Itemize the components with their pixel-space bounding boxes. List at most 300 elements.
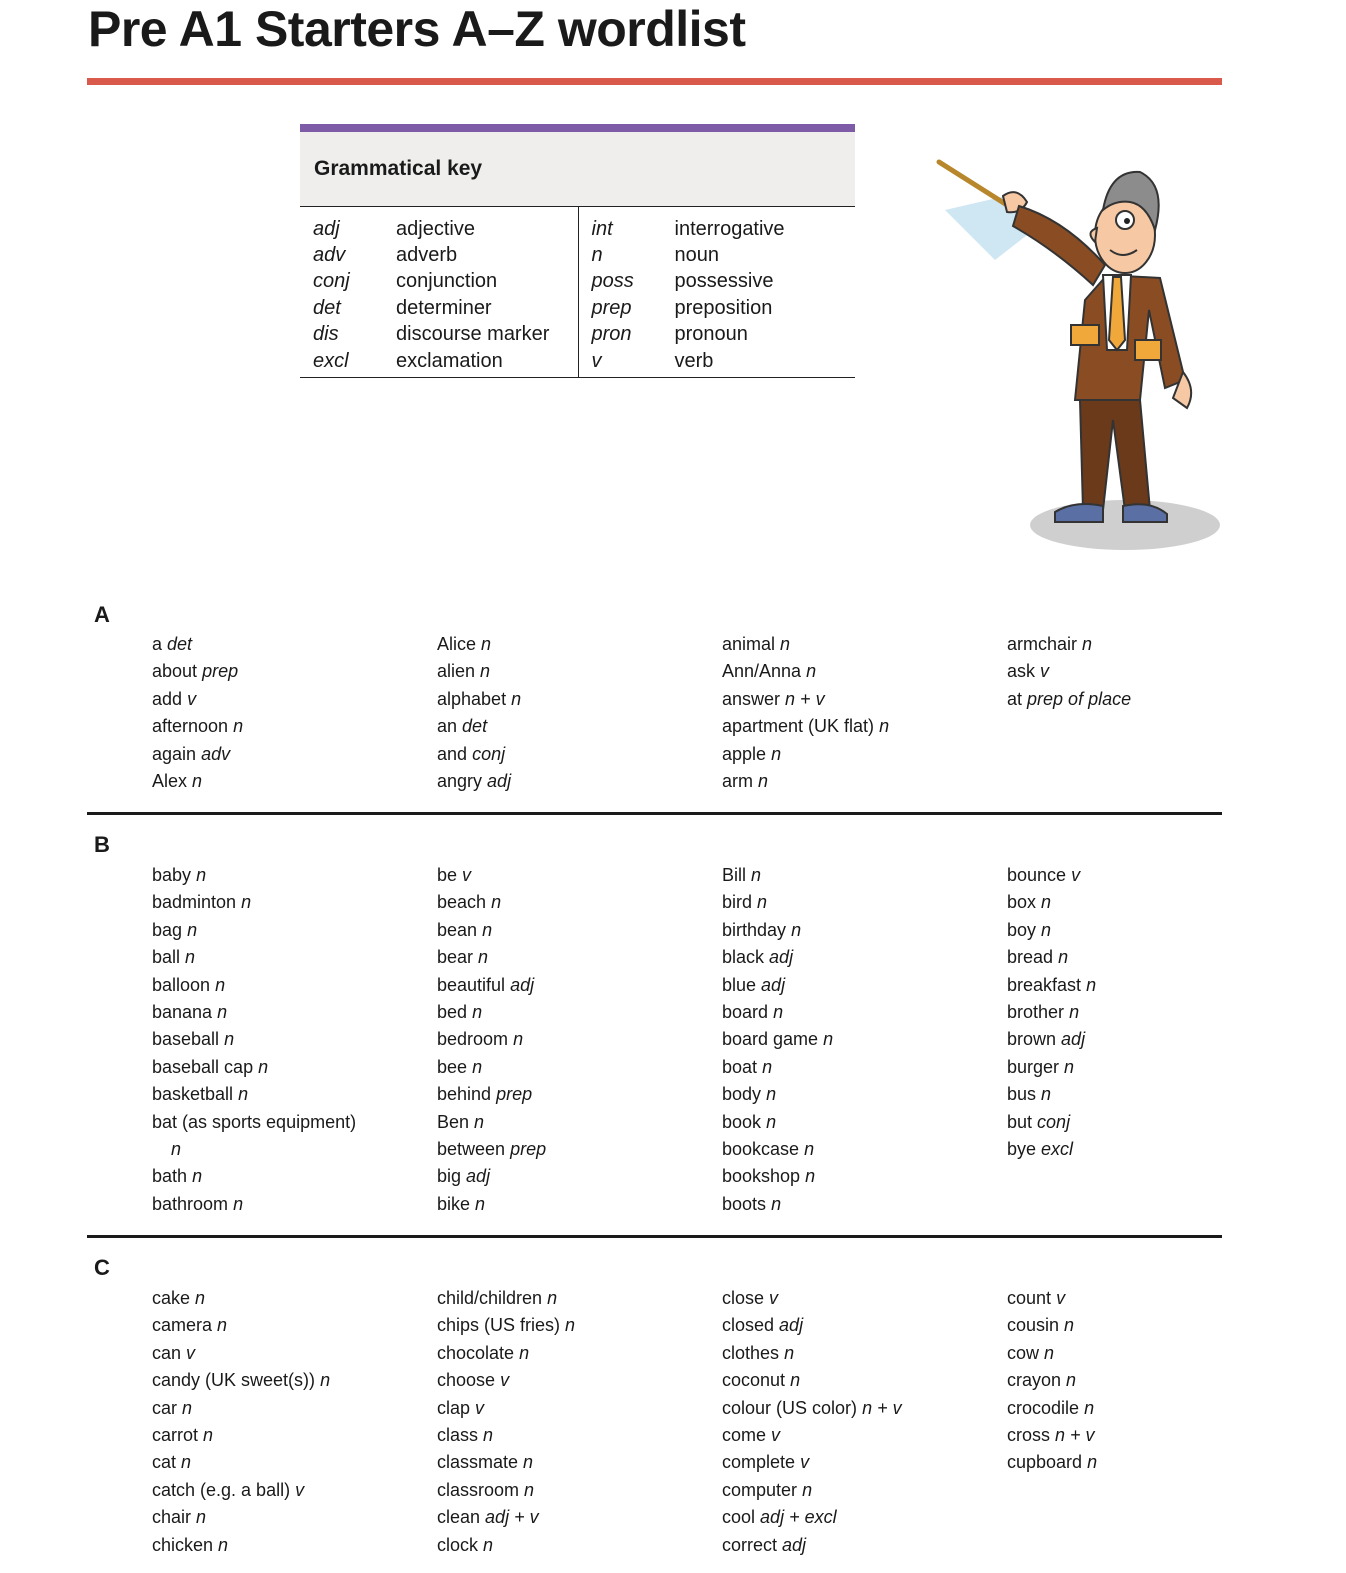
part-of-speech: n [823,1029,834,1050]
word-column [1007,862,1292,1218]
word-entry [722,1477,1007,1504]
word-text: cow [1007,1342,1040,1363]
word-text: choose [437,1370,496,1391]
part-of-speech: n [771,743,782,764]
word-entry [437,1163,722,1190]
key-meaning: discourse marker [396,323,550,346]
word-column [152,1285,437,1559]
word-entry [152,1449,437,1476]
word-entry [1007,631,1292,658]
word-entry [437,1191,722,1218]
word-text: closed [722,1315,775,1336]
part-of-speech: n [187,919,198,940]
part-of-speech: n [196,1507,207,1528]
word-entry [437,1504,722,1531]
word-text: crayon [1007,1370,1062,1391]
word-text: beach [437,892,487,913]
word-entry [1007,889,1292,916]
part-of-speech: n [217,1315,228,1336]
word-entry [437,972,722,999]
word-entry [152,1136,437,1163]
word-entry [722,944,1007,971]
word-entry [152,999,437,1026]
key-meaning: adverb [396,244,458,267]
word-entry [722,1422,1007,1449]
part-of-speech: n [1041,1084,1052,1105]
word-entry [152,1285,437,1312]
word-entry [1007,1367,1292,1394]
word-text: Alex [152,770,188,791]
part-of-speech: n [762,1056,773,1077]
word-entry [437,917,722,944]
word-text: alphabet [437,688,507,709]
word-text: cake [152,1288,191,1308]
part-of-speech: n [1041,892,1052,913]
word-text: bookcase [722,1138,800,1159]
part-of-speech: n [1064,1056,1075,1077]
word-entry [722,686,1007,713]
word-text: count [1007,1288,1052,1308]
word-text: chicken [152,1534,214,1555]
word-entry [722,1367,1007,1394]
key-row [313,322,578,348]
part-of-speech: adv [201,743,231,764]
word-entry [152,1532,437,1559]
word-text: candy (UK sweet(s)) [152,1370,316,1391]
word-text: cat [152,1452,177,1473]
key-meaning: possessive [674,270,774,293]
key-row [592,295,856,321]
word-entry [152,917,437,944]
word-column [1007,1285,1292,1559]
word-entry [1007,1395,1292,1422]
part-of-speech: n [773,1001,784,1022]
word-text: about [152,661,198,682]
word-entry [1007,1422,1292,1449]
word-text: bounce [1007,865,1067,885]
word-entry [437,1285,722,1312]
part-of-speech: v [500,1370,510,1391]
key-row [313,348,578,374]
word-text: Bill [722,865,747,885]
part-of-speech: n [483,1534,494,1555]
word-text: again [152,743,197,764]
word-text: catch (e.g. a ball) [152,1479,291,1500]
key-abbreviation: prep [591,296,632,319]
part-of-speech: n [192,1166,203,1187]
part-of-speech: n [1082,634,1093,654]
word-column [1007,631,1292,795]
word-entry [722,1136,1007,1163]
word-entry [152,862,437,889]
word-entry [722,1312,1007,1339]
word-entry [1007,1285,1292,1312]
page-title: Pre A1 Starters A–Z wordlist [88,1,746,57]
part-of-speech: conj [472,743,506,764]
word-text: bear [437,947,474,968]
key-column-right [578,207,856,377]
word-entry [1007,862,1292,889]
word-text: camera [152,1315,213,1336]
word-entry [437,1109,722,1136]
part-of-speech: n [805,1166,816,1187]
word-text: correct [722,1534,778,1555]
word-entry [437,1395,722,1422]
word-text: box [1007,892,1037,913]
word-entry [152,944,437,971]
key-meaning: pronoun [674,323,748,346]
key-abbreviation: dis [313,323,339,346]
word-entry [152,1504,437,1531]
word-entry [437,1532,722,1559]
word-text: bird [722,892,753,913]
part-of-speech: n [238,1084,249,1105]
word-text: bathroom [152,1193,229,1214]
part-of-speech: adj + v [485,1507,539,1528]
word-entry [152,1422,437,1449]
part-of-speech: n [511,688,522,709]
word-text: beautiful [437,974,506,995]
word-entry [437,1477,722,1504]
word-text: bee [437,1056,468,1077]
word-entry [437,686,722,713]
word-text: Ben [437,1111,470,1132]
part-of-speech: excl [1041,1138,1074,1159]
part-of-speech: n [524,1479,535,1500]
word-entry [1007,1340,1292,1367]
word-column [152,631,437,795]
word-entry [152,972,437,999]
word-text: boy [1007,919,1037,940]
part-of-speech: n [185,947,196,968]
teacher-pointing-illustration [935,150,1230,555]
part-of-speech: n [203,1424,214,1445]
word-entry [152,1191,437,1218]
key-row [592,242,856,268]
key-abbreviation: adv [313,244,346,267]
part-of-speech: n [258,1056,269,1077]
word-column [722,631,1007,795]
word-text: bean [437,919,478,940]
word-text: board game [722,1029,819,1050]
part-of-speech: det [462,716,488,737]
part-of-speech: n [182,1397,193,1418]
word-entry [437,768,722,795]
part-of-speech: n [320,1370,331,1391]
word-text: banana [152,1001,213,1022]
part-of-speech: adj [782,1534,807,1555]
word-text: close [722,1288,765,1308]
part-of-speech: n [472,1001,483,1022]
part-of-speech: v [769,1288,779,1308]
part-of-speech: n [472,1056,483,1077]
part-of-speech: n [757,892,768,913]
word-entry [437,862,722,889]
word-entry [722,658,1007,685]
word-text: be [437,865,458,885]
key-abbreviation: poss [591,270,634,293]
word-columns [152,862,1292,1218]
word-text: baseball cap [152,1056,254,1077]
word-text: big [437,1166,462,1187]
word-entry [722,1532,1007,1559]
word-text: basketball [152,1084,234,1105]
word-text: body [722,1084,762,1105]
key-meaning: conjunction [396,270,498,293]
part-of-speech: n [1058,947,1069,968]
key-abbreviation: v [591,349,602,372]
word-entry [152,658,437,685]
word-text: clock [437,1534,479,1555]
word-entry [1007,1081,1292,1108]
part-of-speech: adj [487,770,512,791]
word-text: chips (US fries) [437,1315,561,1336]
part-of-speech: n [181,1452,192,1473]
part-of-speech: n [192,770,203,791]
word-entry [437,889,722,916]
word-entry [152,889,437,916]
key-column-left [300,207,578,377]
part-of-speech: n [780,634,791,654]
word-text: Alice [437,634,477,654]
part-of-speech: n [771,1193,782,1214]
key-meaning: preposition [674,296,773,319]
word-text: badminton [152,892,237,913]
word-text: an [437,716,458,737]
word-entry [1007,658,1292,685]
part-of-speech: v [295,1479,305,1500]
word-entry [152,1367,437,1394]
part-of-speech: n [766,1111,777,1132]
word-text: coconut [722,1370,786,1391]
section-divider [87,812,1222,815]
word-text: clap [437,1397,471,1418]
part-of-speech: v [1071,865,1081,885]
part-of-speech: v [475,1397,485,1418]
part-of-speech: adj [769,947,794,968]
word-text: cousin [1007,1315,1060,1336]
word-entry [722,889,1007,916]
word-text: class [437,1424,479,1445]
word-text: crocodile [1007,1397,1080,1418]
word-text: bag [152,919,183,940]
part-of-speech: n [1087,1452,1098,1473]
word-text: can [152,1342,182,1363]
key-abbreviation: adj [313,217,340,240]
word-text: boat [722,1056,758,1077]
part-of-speech: n [218,1534,229,1555]
word-entry [722,713,1007,740]
part-of-speech: n [217,1001,228,1022]
part-of-speech: n [1084,1397,1095,1418]
word-text: chair [152,1507,192,1528]
part-of-speech: n [478,947,489,968]
key-accent-bar [300,124,855,132]
key-abbreviation: int [591,217,613,240]
word-text: computer [722,1479,798,1500]
word-text: blue [722,974,757,995]
part-of-speech: n [483,1424,494,1445]
part-of-speech: n + v [1055,1424,1095,1445]
part-of-speech: n + v [785,688,825,709]
part-of-speech: v [800,1452,810,1473]
word-text: animal [722,634,776,654]
word-entry [152,713,437,740]
part-of-speech: n [1041,919,1052,940]
word-entry [152,1312,437,1339]
title-rule [87,78,1222,85]
word-text: come [722,1424,767,1445]
word-text: car [152,1397,178,1418]
word-entry [722,1504,1007,1531]
word-entry [437,1422,722,1449]
word-text: answer [722,688,781,709]
word-text: but [1007,1111,1033,1132]
word-entry [722,1395,1007,1422]
word-entry [152,1054,437,1081]
word-entry [1007,1026,1292,1053]
part-of-speech: n [1066,1370,1077,1391]
section-letter: A [94,602,110,627]
word-text: add [152,688,183,709]
word-text: classmate [437,1452,519,1473]
word-text: birthday [722,919,787,940]
key-heading: Grammatical key [300,132,855,206]
word-text: brown [1007,1029,1057,1050]
word-entry [722,862,1007,889]
key-meaning: noun [674,244,719,267]
part-of-speech: n [784,1342,795,1363]
word-text: bed [437,1001,468,1022]
word-text: at [1007,688,1023,709]
word-text: black [722,947,765,968]
word-entry [152,1477,437,1504]
part-of-speech: n [804,1138,815,1159]
word-text: carrot [152,1424,199,1445]
word-text: complete [722,1452,796,1473]
word-text: baby [152,865,192,885]
part-of-speech: n [233,716,244,737]
part-of-speech: n [523,1452,534,1473]
key-meaning: adjective [396,217,475,240]
word-text: between [437,1138,506,1159]
part-of-speech: adj [510,974,535,995]
word-entry [152,631,437,658]
word-text: brother [1007,1001,1065,1022]
word-column [437,631,722,795]
key-abbreviation: det [313,296,341,319]
word-entry [437,713,722,740]
word-text: cool [722,1507,756,1528]
word-text: cupboard [1007,1452,1083,1473]
part-of-speech: v [1040,661,1050,682]
word-text: bike [437,1193,471,1214]
word-text: book [722,1111,762,1132]
word-text: bye [1007,1138,1037,1159]
word-text: bread [1007,947,1054,968]
part-of-speech: n [233,1193,244,1214]
part-of-speech: n [802,1479,813,1500]
part-of-speech: n [241,892,252,913]
word-entry [152,1109,437,1136]
part-of-speech: n [751,865,762,885]
part-of-speech: det [167,634,193,654]
word-columns [152,1285,1292,1559]
part-of-speech: v [462,865,472,885]
word-entry [437,1340,722,1367]
part-of-speech: n [879,716,890,737]
word-text: classroom [437,1479,520,1500]
key-row [313,242,578,268]
word-text: apple [722,743,767,764]
part-of-speech: n [766,1084,777,1105]
word-text: bookshop [722,1166,801,1187]
word-entry [152,741,437,768]
word-entry [437,999,722,1026]
word-text: arm [722,770,753,791]
word-text: apartment (UK flat) [722,716,875,737]
word-entry [722,1340,1007,1367]
key-row [592,269,856,295]
part-of-speech: n [474,1111,485,1132]
part-of-speech: n [565,1315,576,1336]
part-of-speech: n [806,661,817,682]
word-entry [152,1081,437,1108]
key-table [300,206,855,378]
word-entry [722,741,1007,768]
key-abbreviation: pron [591,323,632,346]
key-row [592,348,856,374]
word-column [722,1285,1007,1559]
key-row [313,216,578,242]
word-column [152,862,437,1218]
word-text: ball [152,947,181,968]
word-text: chocolate [437,1342,515,1363]
word-entry [437,1136,722,1163]
part-of-speech: adj [1061,1029,1086,1050]
word-text: and [437,743,468,764]
word-entry [437,1449,722,1476]
word-text: breakfast [1007,974,1082,995]
part-of-speech: n [171,1138,182,1159]
word-entry [722,631,1007,658]
word-text: board [722,1001,769,1022]
part-of-speech: prep [202,661,239,682]
section-letter: C [94,1255,110,1280]
part-of-speech: n [1086,974,1097,995]
part-of-speech: n [547,1288,558,1308]
word-entry [437,631,722,658]
key-row [592,322,856,348]
part-of-speech: prep [510,1138,547,1159]
part-of-speech: n [215,974,226,995]
section-divider [87,1235,1222,1238]
word-column [437,1285,722,1559]
word-text: baseball [152,1029,220,1050]
section-letter: B [94,832,110,857]
word-text: armchair [1007,634,1078,654]
word-entry [437,658,722,685]
word-entry [722,1026,1007,1053]
part-of-speech: n [790,1370,801,1391]
word-text: child/children [437,1288,543,1308]
key-abbreviation: conj [313,270,350,293]
word-entry [1007,1312,1292,1339]
word-text: afternoon [152,716,229,737]
word-text: balloon [152,974,211,995]
part-of-speech: n [513,1029,524,1050]
word-entry [1007,1449,1292,1476]
